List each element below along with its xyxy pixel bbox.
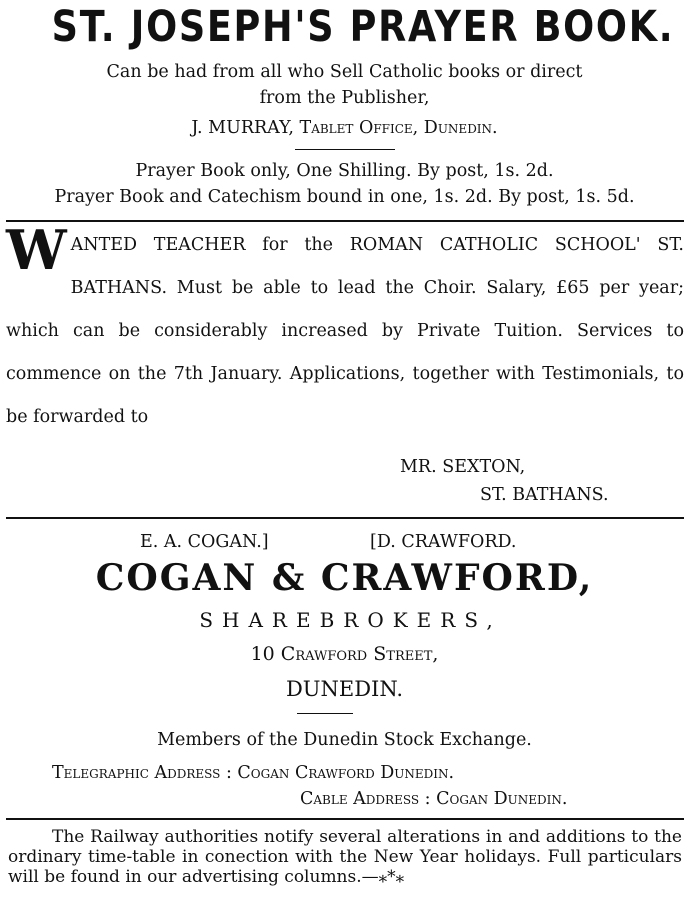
wanted-teacher-text: ANTED TEACHER for the ROMAN CATHOLIC SCHOOL' ST. BATHANS. Must be able to lead the Choir. Salary, £65 per year; which can be considerably increased by Private Tuition. Services to commence on the 7th January. Applications, together with Testimonials, to be forwarded to <box>6 235 684 427</box>
short-divider <box>297 713 353 714</box>
section-divider <box>6 517 684 519</box>
partner-left: E. A. COGAN.] <box>140 532 269 552</box>
firm-profession: SHAREBROKERS, <box>199 608 502 632</box>
telegraphic-address: Telegraphic Address : Cogan Crawford Dunedin. <box>52 763 455 783</box>
firm-name: COGAN & CRAWFORD, <box>95 557 594 599</box>
cable-address: Cable Address : Cogan Dunedin. <box>300 789 568 809</box>
firm-street: 10 Crawford Street, <box>250 643 439 665</box>
signature-place: ST. BATHANS. <box>480 485 609 505</box>
wanted-teacher-ad <box>6 218 684 439</box>
signature-name: MR. SEXTON, <box>400 457 526 477</box>
stock-exchange-membership: Members of the Dunedin Stock Exchange. <box>157 730 532 750</box>
short-divider <box>295 149 395 150</box>
prayer-book-publisher-line: from the Publisher, <box>259 88 430 108</box>
drop-cap: W <box>6 218 67 282</box>
prayer-book-title: ST. JOSEPH'S PRAYER BOOK. <box>51 2 675 52</box>
prayer-book-availability: Can be had from all who Sell Catholic books or direct <box>106 62 583 82</box>
partner-right: [D. CRAWFORD. <box>370 532 517 552</box>
firm-city: DUNEDIN. <box>285 677 404 701</box>
section-divider <box>6 818 684 820</box>
railway-notice: The Railway authorities notify several alterations in and additions to the ordinary time-table in conection with the New Year holidays. Full particulars will be found in our advertising columns.—⁎*⁎ <box>8 827 682 887</box>
prayer-book-price-2: Prayer Book and Catechism bound in one, 1s. 2d. By post, 1s. 5d. <box>54 187 635 207</box>
section-divider <box>6 220 684 222</box>
prayer-book-price-1: Prayer Book only, One Shilling. By post, 1s. 2d. <box>135 161 554 181</box>
prayer-book-publisher-address: J. MURRAY, Tablet Office, Dunedin. <box>191 118 498 138</box>
